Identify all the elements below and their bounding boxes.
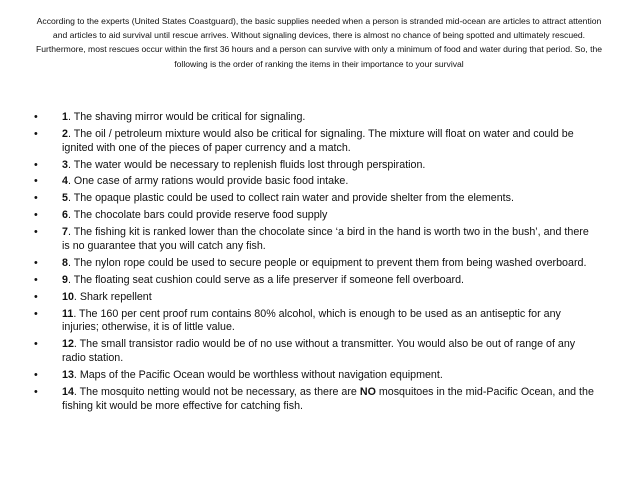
bullet-icon: • xyxy=(34,368,38,381)
item-text: . The 160 per cent proof rum contains 80% alcohol, which is enough to be used as an antiseptic for any injuries; otherwise, it is of little value. xyxy=(62,307,561,334)
item-number: 12 xyxy=(62,338,74,351)
item-text: . The water would be necessary to replenish fluids lost through perspiration. xyxy=(67,158,426,171)
item-number: 8 xyxy=(62,256,68,269)
list-item xyxy=(34,257,594,271)
list-item xyxy=(34,308,594,336)
item-text: . One case of army rations would provide basic food intake. xyxy=(67,175,349,188)
item-number: 4 xyxy=(62,175,68,188)
item-number: 11 xyxy=(62,307,74,320)
list-item xyxy=(34,128,594,156)
item-text: . The fishing kit is ranked lower than the chocolate since ‘a bird in the hand is worth two in the bush’, and there is no guarantee that you will catch any fish. xyxy=(62,226,589,252)
bullet-icon: • xyxy=(34,290,38,303)
ranking-list xyxy=(34,111,594,416)
item-text: . The nylon rope could be used to secure people or equipment to prevent them from being washed overboard. xyxy=(67,256,587,269)
list-item xyxy=(34,291,594,305)
item-text: . The mosquito netting would not be necessary, as there are xyxy=(73,385,360,398)
item-text: . The chocolate bars could provide reserve food supply xyxy=(67,209,328,222)
item-number: 1 xyxy=(62,111,68,123)
list-item xyxy=(34,386,594,414)
item-number: 9 xyxy=(62,273,68,286)
bullet-icon: • xyxy=(34,338,38,351)
bullet-icon: • xyxy=(34,111,38,123)
bullet-icon: • xyxy=(34,256,38,269)
bullet-icon: • xyxy=(34,158,38,171)
list-item xyxy=(34,338,594,366)
item-number: 7 xyxy=(62,226,68,239)
bullet-icon: • xyxy=(34,192,38,205)
item-number: 2 xyxy=(62,127,68,140)
item-text: . The oil / petroleum mixture would also be critical for signaling. The mixture will float on water and could be ignited with one of the pieces of paper currency and a match. xyxy=(62,127,574,154)
bullet-icon: • xyxy=(34,226,38,239)
list-item xyxy=(34,111,594,125)
item-text-after: mosquitoes in the mid-Pacific Ocean, and the fishing kit would be more effective for catching fish. xyxy=(62,385,594,412)
item-number: 6 xyxy=(62,209,68,222)
bullet-icon: • xyxy=(34,175,38,188)
item-text: . Maps of the Pacific Ocean would be worthless without navigation equipment. xyxy=(73,368,443,381)
list-item xyxy=(34,175,594,189)
item-text: . The opaque plastic could be used to collect rain water and provide shelter from the elements. xyxy=(67,192,514,205)
item-number: 14 xyxy=(62,385,74,398)
item-text: . The small transistor radio would be of no use without a transmitter. You would also be out of range of any radio station. xyxy=(62,338,576,364)
list-item xyxy=(34,226,594,254)
item-text: . Shark repellent xyxy=(73,290,152,303)
list-item xyxy=(34,192,594,206)
bullet-icon: • xyxy=(34,127,38,140)
bullet-icon: • xyxy=(34,273,38,286)
list-item xyxy=(34,369,594,383)
list-item xyxy=(34,274,594,288)
bullet-icon: • xyxy=(34,209,38,222)
list-item xyxy=(34,209,594,223)
list-item xyxy=(34,159,594,173)
bullet-icon: • xyxy=(34,385,38,398)
item-text: . The floating seat cushion could serve as a life preserver if someone fell overboard. xyxy=(67,273,465,286)
item-number: 3 xyxy=(62,158,68,171)
item-text: . The shaving mirror would be critical for signaling. xyxy=(67,111,306,123)
intro-paragraph: According to the experts (United States Coastguard), the basic supplies needed when a person is stranded mid-ocean are articles to attract attention and articles to aid survival until rescue arrives. Without signaling devices, there is almost no chance of being spotted and ultimately rescued. Furthermore, most rescues occur within the first 36 hours and a person can survive with only a minimum of food and water during that period. So, the following is the order of ranking the items in their importance to your survival xyxy=(35,16,603,69)
bullet-icon: • xyxy=(34,307,38,320)
item-number: 10 xyxy=(62,290,74,303)
item-emphasis: NO xyxy=(359,385,376,398)
item-number: 13 xyxy=(62,368,74,381)
item-number: 5 xyxy=(62,192,68,205)
